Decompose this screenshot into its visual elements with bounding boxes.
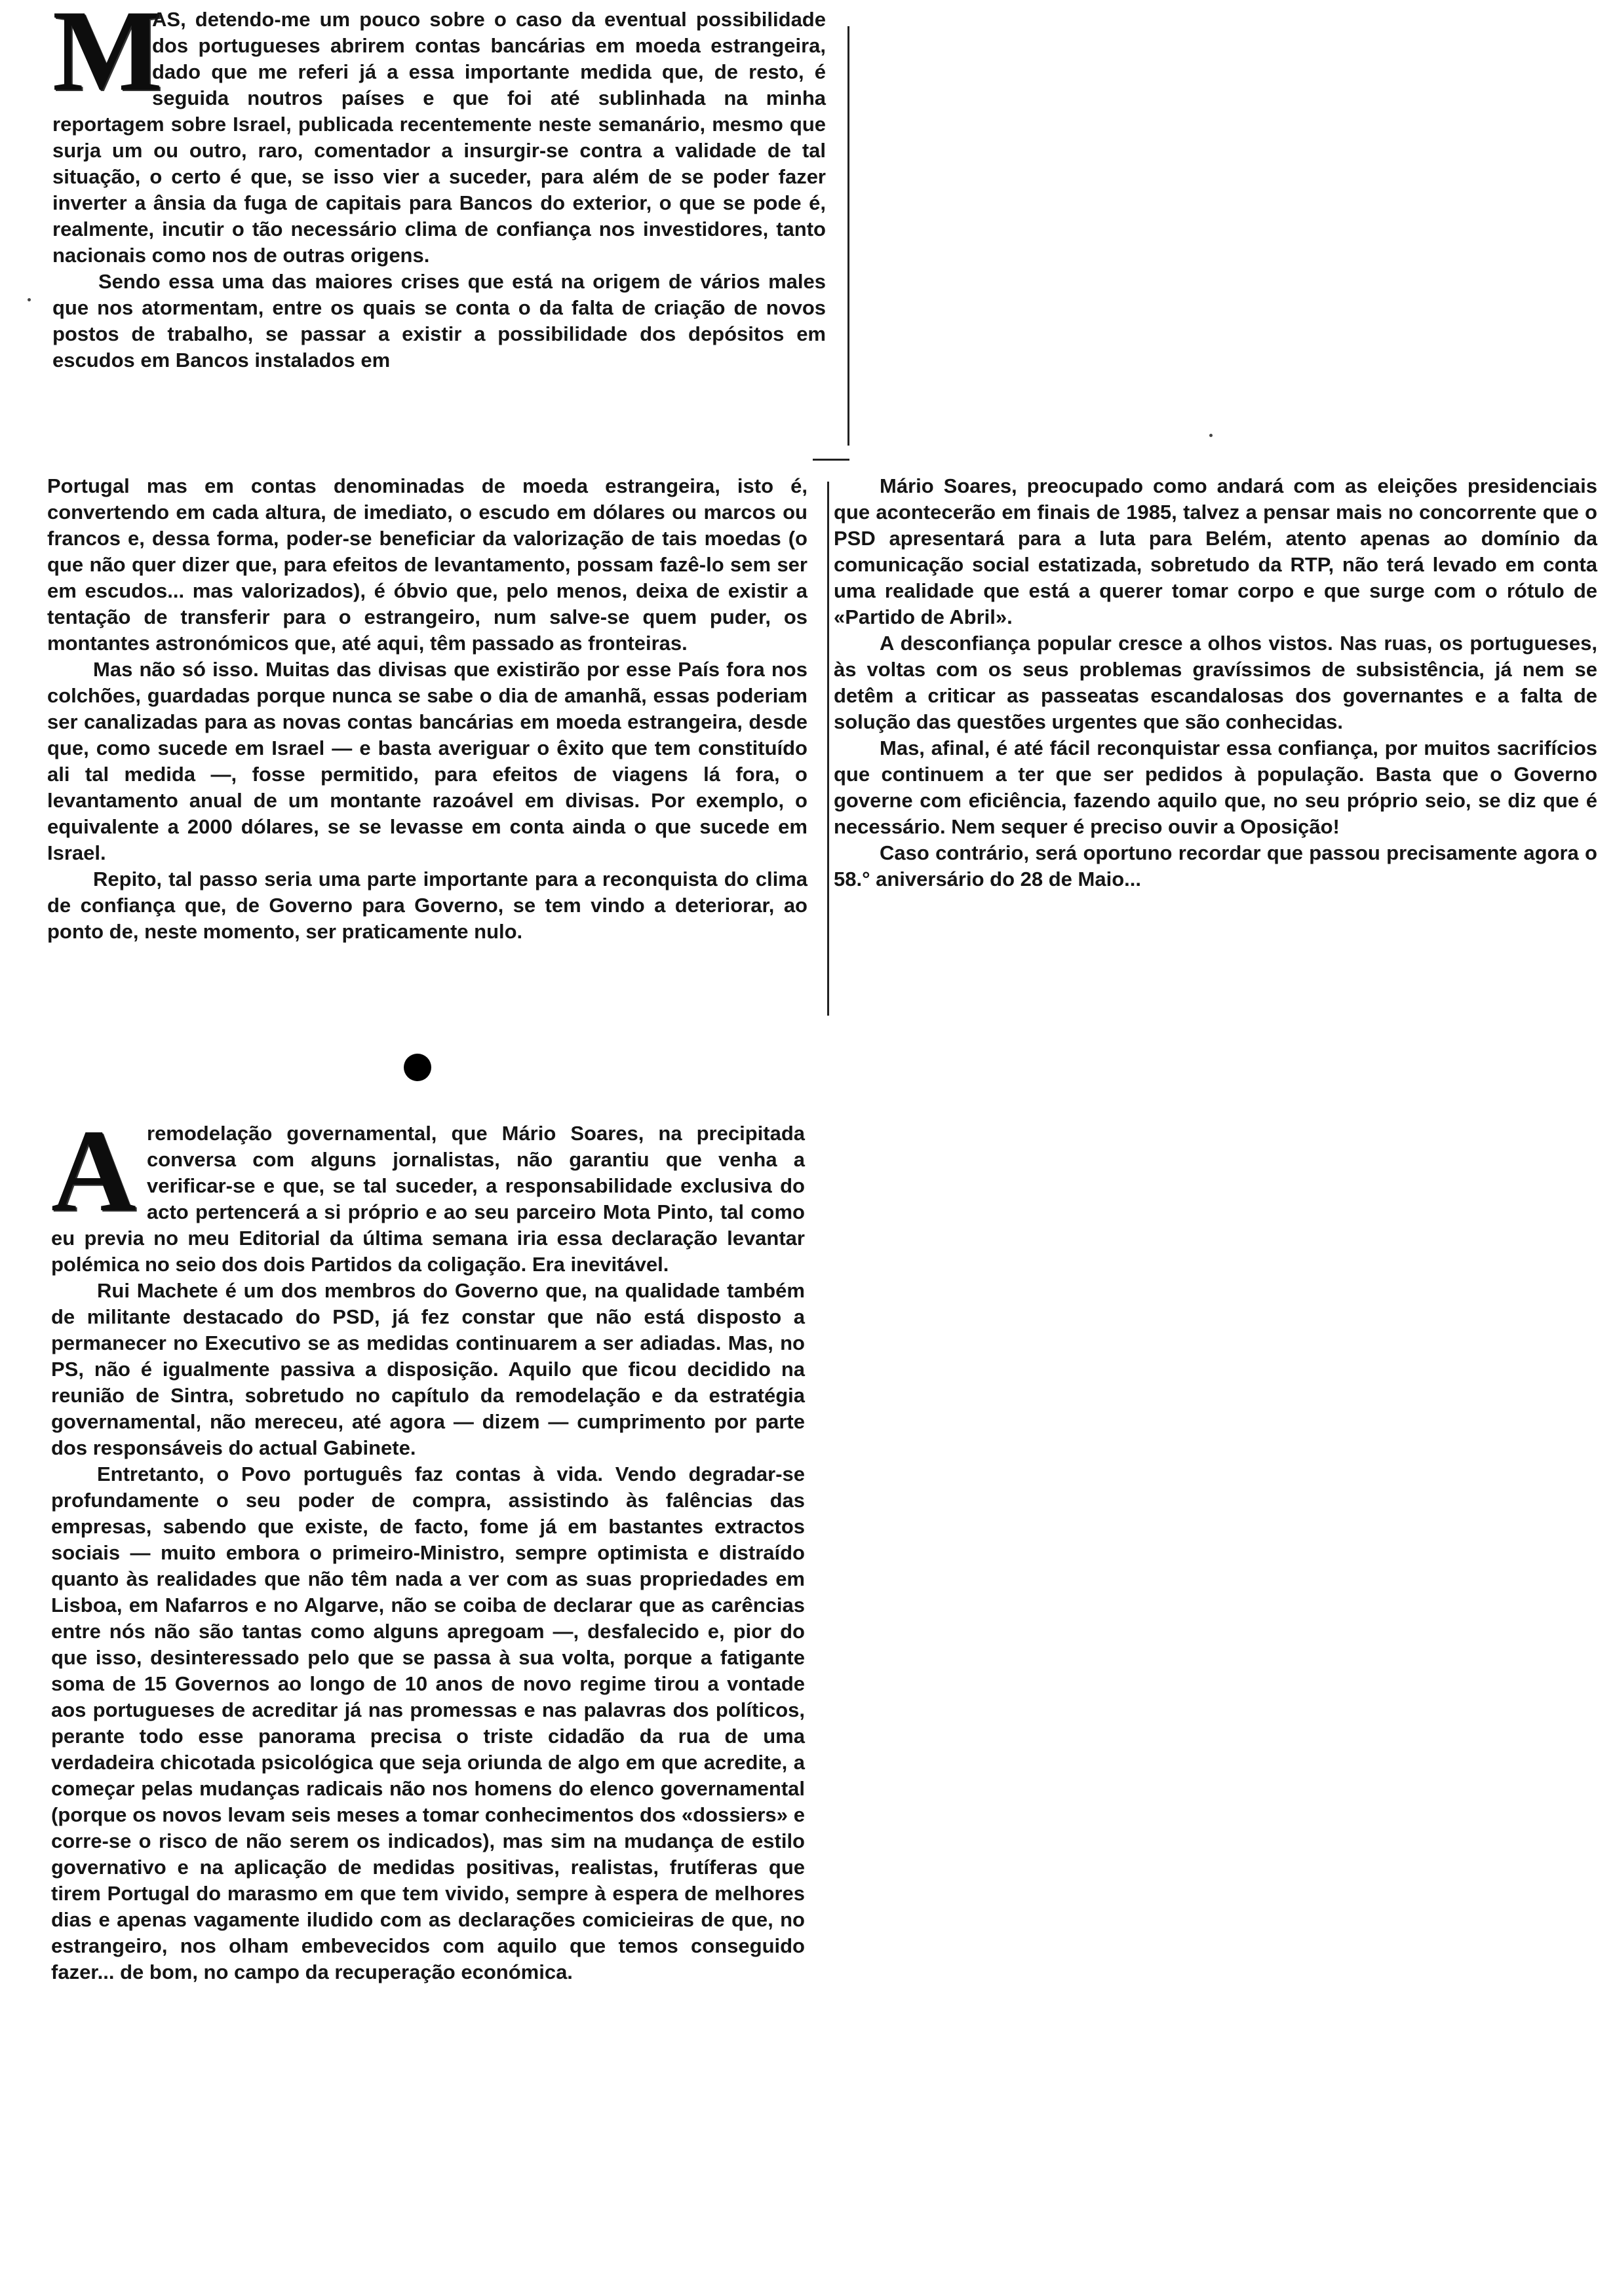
paragraph-col2-1: Mário Soares, preocupado como andará com as eleições presidenciais que acontecerão em finais de 1985, talvez a pensar mais no concorrente que o PSD apresentará para a luta para Belém, atento apenas ao domínio da comunicação social estatizada, sobretudo da RTP, não terá levado em conta uma realidade que está a querer tomar corpo e que surge com o rótulo de «Partido de Abril». (834, 474, 1597, 628)
section-bullet (404, 1054, 431, 1081)
paragraph-col2-2: A desconfiança popular cresce a olhos vistos. Nas ruas, os portugueses, às voltas com os seus problemas gravíssimos de subsistência, já nem se detêm a criticar as passeatas escandalosas dos governantes e a falta de solução das questões urgentes que são conhecidas. (834, 632, 1597, 733)
column-rule-top (847, 26, 849, 446)
paragraph-3: Portugal mas em contas denominadas de moeda estrangeira, isto é, convertendo em cada altura, de imediato, o escudo em dólares ou marcos ou francos e, dessa forma, poder-se beneficiar da valorização de tais moedas (o que não quer dizer que, para efeitos de levantamento, possam fazê-lo sem ser em escudos... mas valorizados), é óbvio que, pelo menos, deixa de existir a tentação de transferir para o estrangeiro, num salve-se quem puder, os montantes astronómicos que, até aqui, têm passado as fronteiras. (47, 474, 808, 655)
paragraph-col2-4: Caso contrário, será oportuno recordar que passou precisamente agora o 58.° aniversário do 28 de Maio... (834, 841, 1597, 890)
column1-bottom-block (51, 1105, 805, 2221)
paragraph-1: AS, detendo-me um pouco sobre o caso da eventual possibilidade dos portugueses abrirem contas bancárias em moeda estrangeira, dado que me referi já a essa importante medida que, de resto, é seguida noutros países e que foi até sublinhada na minha reportagem sobre Israel, publicada recentemente neste semanário, mesmo que surja um ou outro, raro, comentador a insurgir-se contra a validade de tal situação, o certo é que, se isso vier a suceder, para além de se poder fazer inverter a ânsia da fuga de capitais para Bancos do exterior, o que se pode é, realmente, incutir o tão necessário clima de confiança nos investidores, tanto nacionais como nos de outras origens. (52, 8, 826, 267)
column1-top-block (52, 0, 826, 439)
paragraph-7: Rui Machete é um dos membros do Governo que, na qualidade também de militante destacado do PSD, já fez constar que não está disposto a permanecer no Executivo se as medidas continuarem a ser adiadas. Mas, no PS, não é igualmente passiva a disposição. Aquilo que ficou decidido na reunião de Sintra, sobretudo no capítulo da remodelação e da estratégia governamental, não mereceu, até agora — dizem — cumprimento por parte dos responsáveis do actual Gabinete. (51, 1279, 805, 1459)
paragraph-8: Entretanto, o Povo português faz contas à vida. Vendo degradar-se profundamente o seu poder de compra, assistindo às falências das empresas, sabendo que existe, de facto, fome já em bastantes extractos sociais — muito embora o primeiro-Ministro, sempre optimista e distraído quanto às realidades que não têm nada a ver com as suas propriedades em Lisboa, em Nafarros e no Algarve, não se coiba de declarar que as carências entre nós não são tantas como alguns apregoam —, desfalecido e, pior do que isso, desinteressado pelo que se passa à sua volta, porque a fatigante soma de 15 Governos ao longo de 10 anos de novo regime tirou a vontade aos portugueses de acreditar já nas promessas e nas palavras dos políticos, perante todo esse panorama precisa o triste cidadão da rua de uma verdadeira chicotada psicológica que seja oriunda de algo em que acredite, a começar pelas mudanças radicais não nos homens do elenco governamental (porque os novos levam seis meses a tomar conhecimentos dos «dossiers» e corre-se o risco de não serem os indicados), mas sim na mudança de estilo governativo e na aplicação de medidas positivas, realistas, frutíferas que tirem Portugal do marasmo em que tem vivido, sempre à espera de melhores dias e apenas vagamente iludido com as declarações comicieiras de que, no estrangeiro, nos olham embevecidos com aquilo que temos conseguido fazer... de bom, no campo da recuperação económica. (51, 1463, 805, 1983)
dropcap-a: A (51, 1105, 135, 1236)
print-speck (1209, 434, 1213, 437)
column2-block (834, 473, 1597, 1063)
print-speck (28, 298, 31, 301)
paragraph-6: remodelação governamental, que Mário Soares, na precipitada conversa com alguns jornalistas, não garantiu que venha a verificar-se e que, se tal suceder, a responsabilidade exclusiva do acto pertencerá a si próprio e ao seu parceiro Mota Pinto, tal como eu previa no meu Editorial da última semana iria essa declaração levantar polémica no seio dos dois Partidos da coligação. Era inevitável. (51, 1122, 805, 1276)
column-rule-middle (827, 482, 829, 1016)
dropcap-m: M (52, 0, 162, 115)
paragraph-col2-3: Mas, afinal, é até fácil reconquistar essa confiança, por muitos sacrifícios que continuem a ter que ser pedidos à população. Basta que o Governo governe com eficiência, fazendo aquilo que, no seu próprio seio, se diz que é necessário. Nem sequer é preciso ouvir a Oposição! (834, 737, 1597, 838)
paragraph-5: Repito, tal passo seria uma parte importante para a reconquista do clima de confiança que, de Governo para Governo, se tem vindo a deteriorar, ao ponto de, neste momento, ser praticamente nulo. (47, 868, 808, 943)
section-rule (813, 459, 849, 461)
column1-middle-block (47, 473, 808, 1089)
paragraph-4: Mas não só isso. Muitas das divisas que existirão por esse País fora nos colchões, guardadas porque nunca se sabe o dia de amanhã, essas poderiam ser canalizadas para as novas contas bancárias em moeda estrangeira, desde que, como sucede em Israel — e basta averiguar o êxito que tem constituído ali tal medida —, fosse permitido, para efeitos de viagens lá fora, o levantamento anual de um montante razoável em divisas. Por exemplo, o equivalente a 2000 dólares, se se levasse em conta ainda o que sucede em Israel. (47, 658, 808, 864)
paragraph-2: Sendo essa uma das maiores crises que está na origem de vários males que nos atormentam, entre os quais se conta o da falta de criação de novos postos de trabalho, se passar a existir a possibilidade dos depósitos em escudos em Bancos instalados em (52, 270, 826, 372)
